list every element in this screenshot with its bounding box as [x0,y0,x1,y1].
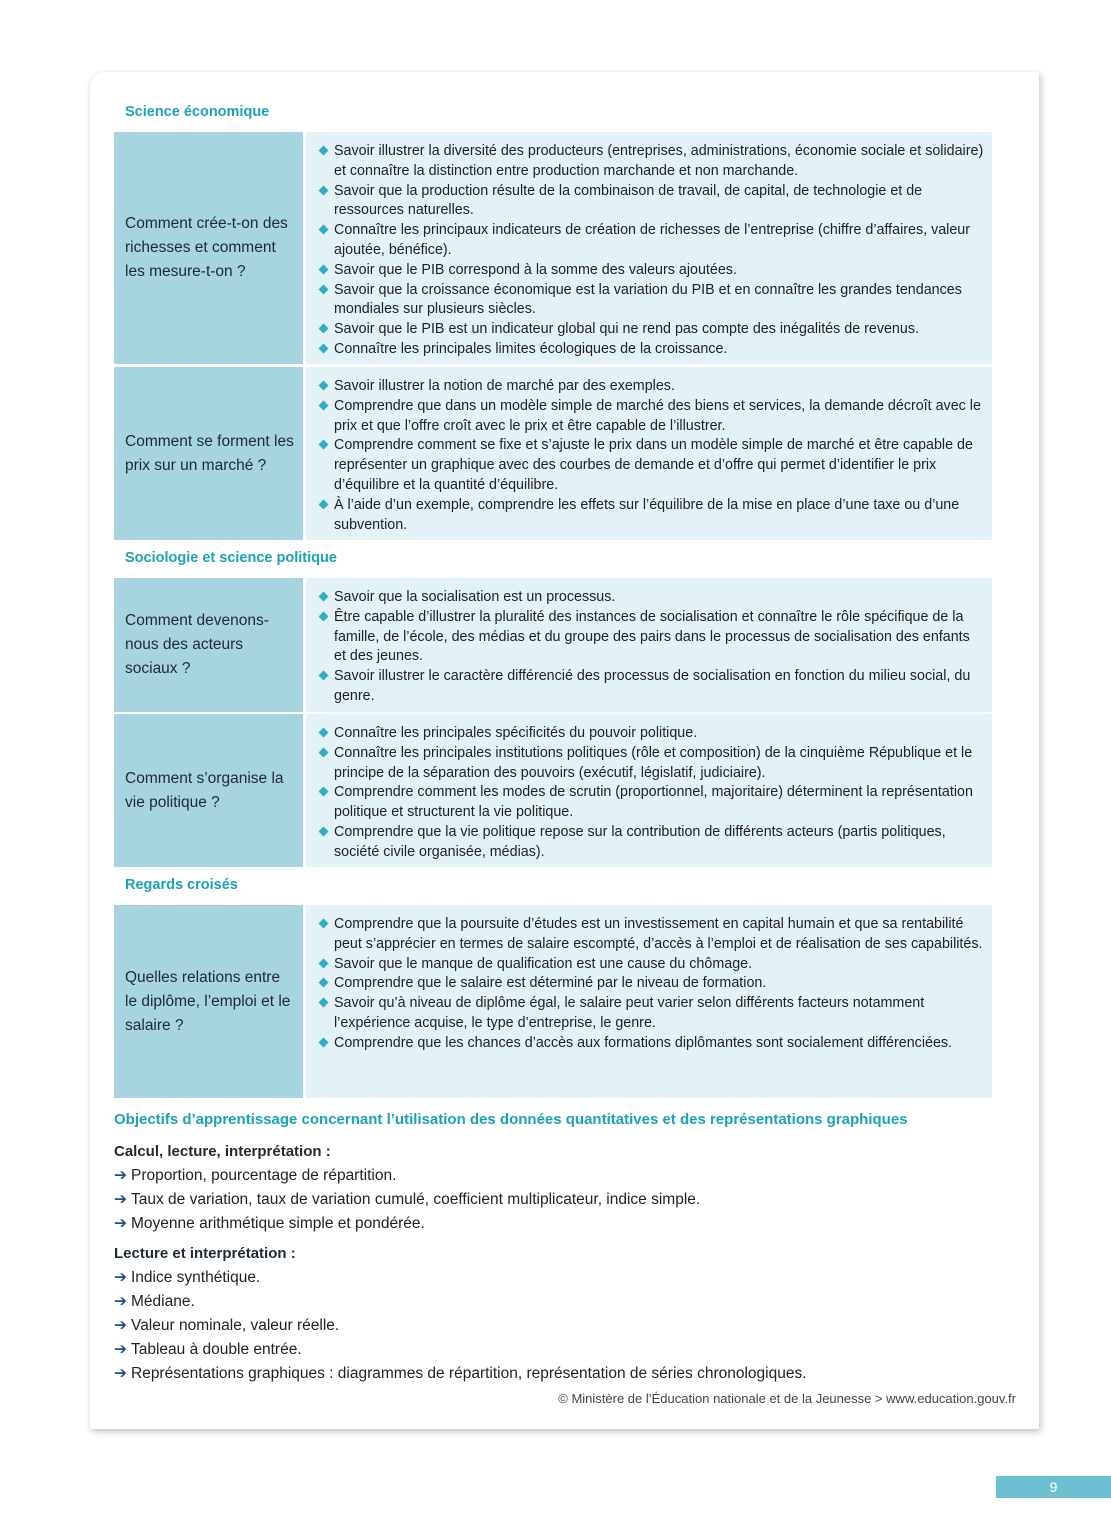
table-row [114,905,992,1098]
list-item: Connaître les principales limites écologiques de la croissance. [318,340,984,360]
list-item: ➔ Valeur nominale, valeur réelle. [114,1317,340,1334]
list-item: Comprendre comment les modes de scrutin (proportionnel, majoritaire) déterminent la représentation politique et structurent la vie politique. [318,783,984,823]
arrow-right-icon: ➔ [114,1293,127,1310]
list-item: Comprendre que la poursuite d’études est un investissement en capital humain et que sa rentabilité peut s’apprécier en termes de salaire escompté, d’accès à l’emploi et de réalisation de ses capabilités. [318,915,984,955]
question-text: Comment crée-t-on des richesses et comment les mesure-t-on ? [125,215,288,280]
answer-cell [306,578,992,712]
question-cell [114,367,303,540]
arrow-right-icon: ➔ [114,1215,127,1232]
list-item: ➔ Indice synthétique. [114,1269,261,1286]
answer-cell [306,132,992,364]
question-text: Comment s’organise la vie politique ? [125,769,284,811]
answer-cell [306,714,992,867]
copyright-note: © Ministère de l’Éducation nationale et de la Jeunesse > www.education.gouv.fr [558,1391,1016,1406]
list-item: Comprendre comment se fixe et s’ajuste le prix dans un modèle simple de marché et être capable de représenter un graphique avec des courbes de demande et d’offre qui permet d’identifier le prix d’équilibre et la quantité d’équilibre. [318,436,984,495]
section-title-science-economique: Science économique [125,104,270,120]
question-cell [114,132,303,364]
list-item: ➔ Proportion, pourcentage de répartition. [114,1167,397,1184]
table-row [114,714,992,867]
list-item: Savoir que le manque de qualification est une cause du chômage. [318,955,984,975]
table-row [114,578,992,712]
objective-list [306,578,992,707]
list-item: ➔ Médiane. [114,1293,195,1310]
list-item: Comprendre que dans un modèle simple de marché des biens et services, la demande décroît avec le prix et que l’offre croît avec le prix et être capable de l’illustrer. [318,397,984,437]
question-cell [114,714,303,867]
objectives-title: Objectifs d’apprentissage concernant l’utilisation des données quantitatives et des représentations graphiques [114,1111,908,1128]
list-item: Être capable d’illustrer la pluralité des instances de socialisation et connaître le rôle spécifique de la famille, de l’école, des médias et du groupe des pairs dans le processus de socialisation des enfants et des jeunes. [318,608,984,667]
list-item: ➔ Tableau à double entrée. [114,1341,302,1358]
list-item: Savoir que la production résulte de la combinaison de travail, de capital, de technologie et de ressources naturelles. [318,182,984,222]
question-cell [114,905,303,1098]
list-item: Comprendre que la vie politique repose sur la contribution de différents acteurs (partis politiques, société civile organisée, médias). [318,823,984,863]
arrow-right-icon: ➔ [114,1191,127,1208]
arrow-right-icon: ➔ [114,1317,127,1334]
list-item: ➔ Moyenne arithmétique simple et pondérée. [114,1215,425,1232]
list-item: ➔ Représentations graphiques : diagrammes de répartition, représentation de séries chronologiques. [114,1365,807,1382]
list-item: Savoir que la croissance économique est la variation du PIB et en connaître les grandes tendances mondiales sur plusieurs siècles. [318,281,984,321]
arrow-right-icon: ➔ [114,1365,127,1382]
list-item: Savoir qu’à niveau de diplôme égal, le salaire peut varier selon différents facteurs notamment l’expérience acquise, le type d’entreprise, le genre. [318,994,984,1034]
section-title-regards-croises: Regards croisés [125,877,238,893]
arrow-right-icon: ➔ [114,1341,127,1358]
list-item: Savoir que le PIB correspond à la somme des valeurs ajoutées. [318,261,984,281]
list-item: Savoir illustrer la diversité des producteurs (entreprises, administrations, économie sociale et solidaire) et connaître la distinction entre production marchande et non marchande. [318,142,984,182]
answer-cell [306,905,992,1098]
list-item: Connaître les principales institutions politiques (rôle et composition) de la cinquième République et le principe de la séparation des pouvoirs (exécutif, législatif, judiciaire). [318,744,984,784]
page-number: 9 [996,1476,1111,1498]
list-item: ➔ Taux de variation, taux de variation cumulé, coefficient multiplicateur, indice simple. [114,1191,701,1208]
list-item: À l’aide d’un exemple, comprendre les effets sur l’équilibre de la mise en place d’une taxe ou d’une subvention. [318,496,984,536]
question-text: Quelles relations entre le diplôme, l’emploi et le salaire ? [125,968,291,1034]
objectives-list [114,1164,700,1236]
section-title-sociologie: Sociologie et science politique [125,550,337,566]
objective-list [306,367,992,535]
question-text: Comment devenons-nous des acteurs sociaux ? [125,612,269,677]
answer-cell [306,367,992,540]
list-item: Savoir que le PIB est un indicateur global qui ne rend pas compte des inégalités de revenus. [318,320,984,340]
list-item: Comprendre que le salaire est déterminé par le niveau de formation. [318,974,984,994]
list-item: Connaître les principales spécificités du pouvoir politique. [318,724,984,744]
question-text: Comment se forment les prix sur un marché ? [125,432,294,474]
arrow-right-icon: ➔ [114,1269,127,1286]
objectives-group-title: Lecture et interprétation : [114,1245,296,1262]
objectives-group-title: Calcul, lecture, interprétation : [114,1143,331,1160]
objective-list [306,132,992,360]
objectives-list [114,1266,807,1386]
objective-list [306,905,992,1054]
table-row [114,132,992,364]
question-cell [114,578,303,712]
list-item: Comprendre que les chances d’accès aux formations diplômantes sont socialement différenciées. [318,1034,984,1054]
list-item: Connaître les principaux indicateurs de création de richesses de l’entreprise (chiffre d’affaires, valeur ajoutée, bénéfice). [318,221,984,261]
table-row [114,367,992,540]
list-item: Savoir que la socialisation est un processus. [318,588,984,608]
list-item: Savoir illustrer le caractère différencié des processus de socialisation en fonction du milieu social, du genre. [318,667,984,707]
arrow-right-icon: ➔ [114,1167,127,1184]
objective-list [306,714,992,863]
list-item: Savoir illustrer la notion de marché par des exemples. [318,377,984,397]
